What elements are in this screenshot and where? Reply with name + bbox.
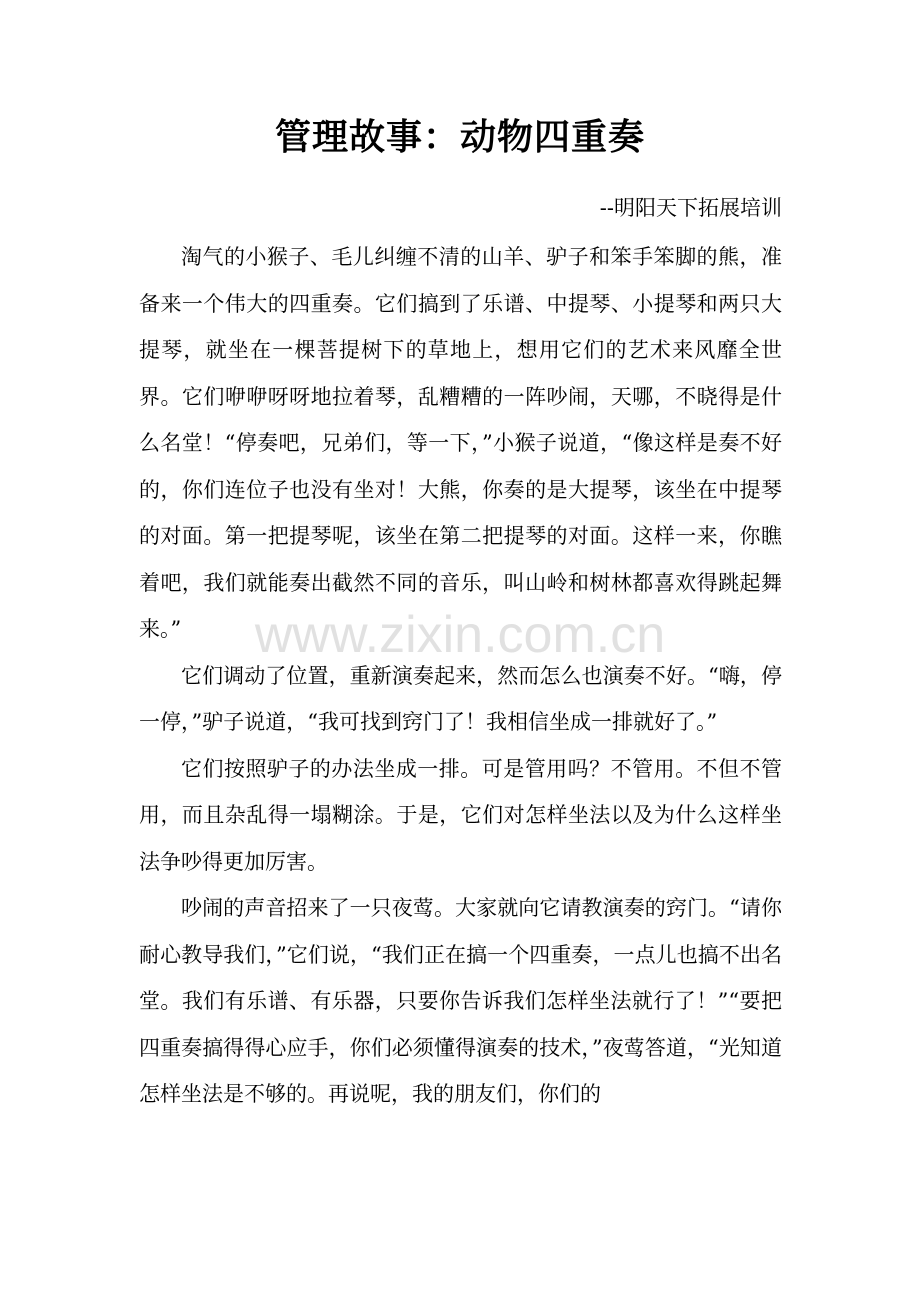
paragraph: 淘气的小猴子、毛儿纠缠不清的山羊、驴子和笨手笨脚的熊，准备来一个伟大的四重奏。它们搞到了乐谱、中提琴、小提琴和两只大提琴，就坐在一棵菩提树下的草地上，想用它们的艺术来风靡全世界。它们咿咿呀呀地拉着琴，乱糟糟的一阵吵闹，天哪，不晓得是什么名堂！“停奏吧，兄弟们，等一下，”小猴子说道，“像这样是奏不好的，你们连位子也没有坐对！大熊，你奏的是大提琴，该坐在中提琴的对面。第一把提琴呢，该坐在第二把提琴的对面。这样一来，你瞧着吧，我们就能奏出截然不同的音乐，叫山岭和树林都喜欢得跳起舞来。” xyxy=(139,245,782,641)
document-byline: --明阳天下拓展培训 xyxy=(599,196,782,220)
paragraph: 它们按照驴子的办法坐成一排。可是管用吗？不管用。不但不管用，而且杂乱得一塌糊涂。于是，它们对怎样坐法以及为什么这样坐法争吵得更加厉害。 xyxy=(139,756,782,874)
document-title: 管理故事：动物四重奏 xyxy=(274,116,645,158)
watermark: www.zixin.com.cn xyxy=(254,606,666,664)
paragraph: 它们调动了位置，重新演奏起来，然而怎么也演奏不好。“嗨，停一停，”驴子说道，“我可找到窍门了！我相信坐成一排就好了。” xyxy=(139,663,782,734)
paragraph: 吵闹的声音招来了一只夜莺。大家就向它请教演奏的窍门。“请你耐心教导我们，”它们说，“我们正在搞一个四重奏，一点儿也搞不出名堂。我们有乐谱、有乐器，只要你告诉我们怎样坐法就行了！”“要把四重奏搞得得心应手，你们必须懂得演奏的技术，”夜莺答道，“光知道怎样坐法是不够的。再说呢，我的朋友们，你们的 xyxy=(139,896,782,1106)
document-body xyxy=(139,234,782,1118)
